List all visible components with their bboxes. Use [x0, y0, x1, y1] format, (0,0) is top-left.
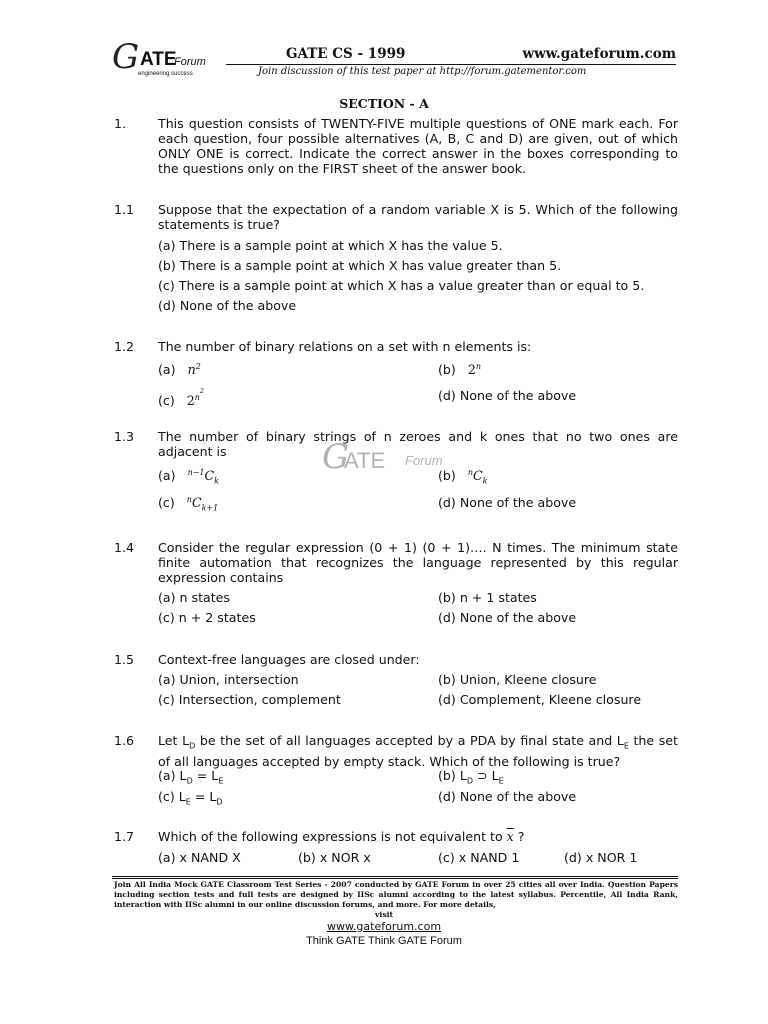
option-text: = L — [192, 768, 219, 783]
text-part: the set of all languages accepted by empty stack. Which of the following is true? — [158, 733, 678, 769]
math-exponent: 2 — [199, 388, 204, 395]
text-part: Let L — [158, 733, 190, 748]
math-subscript: k — [214, 476, 220, 486]
math-base: n — [187, 362, 196, 378]
footer-url[interactable]: www.gateforum.com — [326, 920, 442, 933]
subscript: E — [218, 776, 224, 786]
subscript: D — [186, 776, 193, 786]
watermark-g: G — [322, 437, 350, 477]
subscript: D — [466, 776, 474, 786]
option-letter: (c) — [158, 393, 175, 408]
option-a: (a) There is a sample point at which X has the value 5. — [158, 238, 503, 253]
footer-slogan: Think GATE Think GATE Forum — [306, 935, 462, 947]
watermark-forum: Forum — [405, 453, 443, 468]
math-base: 2 — [186, 393, 195, 408]
option-text: ⊃ L — [473, 768, 499, 783]
option-a: (a) x NAND X — [158, 850, 241, 865]
question-text: Suppose that the expectation of a random variable X is 5. Which of the following statements is true? — [158, 202, 678, 232]
question-number: 1.1 — [114, 202, 135, 217]
option-b: (b) n + 1 states — [438, 590, 537, 605]
option-d: (d) None of the above — [158, 298, 297, 313]
logo-forum: Forum — [174, 56, 206, 68]
option-d: (d) x NOR 1 — [564, 850, 638, 865]
math-base: C — [191, 495, 202, 511]
math-subscript: k — [482, 476, 488, 486]
math-exponent: n — [475, 362, 482, 371]
question-number: 1.4 — [114, 540, 135, 555]
option-letter: (b) — [438, 468, 456, 484]
question-number: 1.3 — [114, 429, 135, 444]
x-bar: $\overline{x}$ — [506, 829, 514, 844]
question-text: The number of binary strings of n zeroes and k ones that no two ones are adjacent is — [158, 429, 678, 459]
option-a: (a) n states — [158, 590, 230, 605]
subscript: D — [216, 797, 223, 807]
option-text: = L — [190, 789, 217, 804]
option-letter: (a) — [158, 362, 176, 378]
option-c: (c) There is a sample point at which X has a value greater than or equal to 5. — [158, 278, 645, 293]
option-c — [158, 495, 218, 513]
footer-visit: visit — [375, 910, 393, 919]
logo-g: G — [112, 37, 140, 77]
paper-title: GATE CS - 1999 — [286, 46, 406, 62]
question-text: Consider the regular expression (0 + 1) (0 + 1)…. N times. The minimum state finite automation that recognizes the language represented by this regular expression contains — [158, 540, 678, 585]
option-letter: (a) — [158, 468, 176, 484]
text-part: Which of the following expressions is not equivalent to — [158, 829, 507, 844]
option-text: (a) L — [158, 768, 187, 783]
option-letter: (c) — [158, 495, 175, 511]
option-d: (d) None of the above — [438, 610, 577, 625]
question-text: This question consists of TWENTY-FIVE multiple questions of ONE mark each. For each question, four possible alternatives (A, B, C and D) are given, out of which ONLY ONE is correct. Indicate the correct answer in the boxes corresponding to the questions only on the FIRST sheet of the answer book. — [158, 116, 678, 176]
text-part: be the set of all languages accepted by a PDA by final state and L — [195, 733, 624, 748]
option-d: (d) None of the above — [438, 388, 577, 403]
option-d: (d) None of the above — [438, 495, 577, 510]
header-rule — [226, 64, 676, 65]
footer-promo: Join All India Mock GATE Classroom Test Series - 2007 conducted by GATE Forum in over 25 cities all over India. Question Papers including section tests and full tests are designed by IISc alumni according to the latest syllabus. Percentile, All India Rank, interaction with IISc alumni in our online discussion forums, and more. For more details, — [114, 880, 678, 909]
math-superscript: n — [186, 495, 192, 504]
option-b: (b) There is a sample point at which X has value greater than 5. — [158, 258, 562, 273]
option-b: (b) x NOR x — [298, 850, 371, 865]
question-number: 1.5 — [114, 652, 135, 667]
subscript: E — [623, 741, 629, 751]
section-title: SECTION - A — [339, 96, 429, 111]
option-b — [438, 468, 488, 486]
option-d: (d) Complement, Kleene closure — [438, 692, 642, 707]
option-a — [158, 362, 201, 377]
website-link[interactable]: www.gateforum.com — [522, 46, 676, 62]
footer-rule — [112, 878, 678, 879]
math-exponent: n — [194, 392, 200, 402]
watermark-ate: ATE — [344, 448, 386, 473]
question-text: The number of binary relations on a set with n elements is: — [158, 339, 532, 354]
option-c — [158, 789, 223, 807]
subscript: D — [189, 741, 196, 751]
math-base: C — [204, 468, 215, 484]
math-superscript: n — [467, 468, 473, 477]
option-c — [158, 388, 204, 408]
option-c: (c) x NAND 1 — [438, 850, 520, 865]
subscript: E — [185, 797, 191, 807]
option-c: (c) n + 2 states — [158, 610, 256, 625]
option-a: (a) Union, intersection — [158, 672, 299, 687]
option-text: (c) L — [158, 789, 186, 804]
logo-tagline: engineering success — [138, 71, 193, 77]
math-exponent: 2 — [195, 362, 201, 371]
question-number: 1. — [114, 116, 127, 131]
math-base: C — [473, 468, 483, 484]
text-part: ? — [513, 829, 525, 844]
logo-ate: ATE — [140, 49, 177, 70]
option-d: (d) None of the above — [438, 789, 577, 804]
question-text — [158, 733, 678, 769]
discussion-note: Join discussion of this test paper at http://forum.gatementor.com — [258, 66, 587, 77]
option-b — [438, 362, 481, 377]
option-letter: (b) — [438, 362, 456, 378]
question-number: 1.6 — [114, 733, 135, 748]
option-a — [158, 468, 219, 486]
math-superscript: n−1 — [187, 468, 205, 477]
question-text: Context-free languages are closed under: — [158, 652, 420, 667]
subscript: E — [498, 776, 504, 786]
math-base: 2 — [467, 362, 476, 378]
option-c: (c) Intersection, complement — [158, 692, 341, 707]
math-subscript: k+1 — [201, 503, 219, 513]
option-text: (b) L — [438, 768, 467, 783]
option-b — [438, 768, 504, 786]
question-number: 1.2 — [114, 339, 135, 354]
footer-rule — [112, 876, 678, 877]
option-b: (b) Union, Kleene closure — [438, 672, 597, 687]
option-a — [158, 768, 223, 786]
question-number: 1.7 — [114, 829, 135, 844]
question-text — [158, 829, 678, 844]
